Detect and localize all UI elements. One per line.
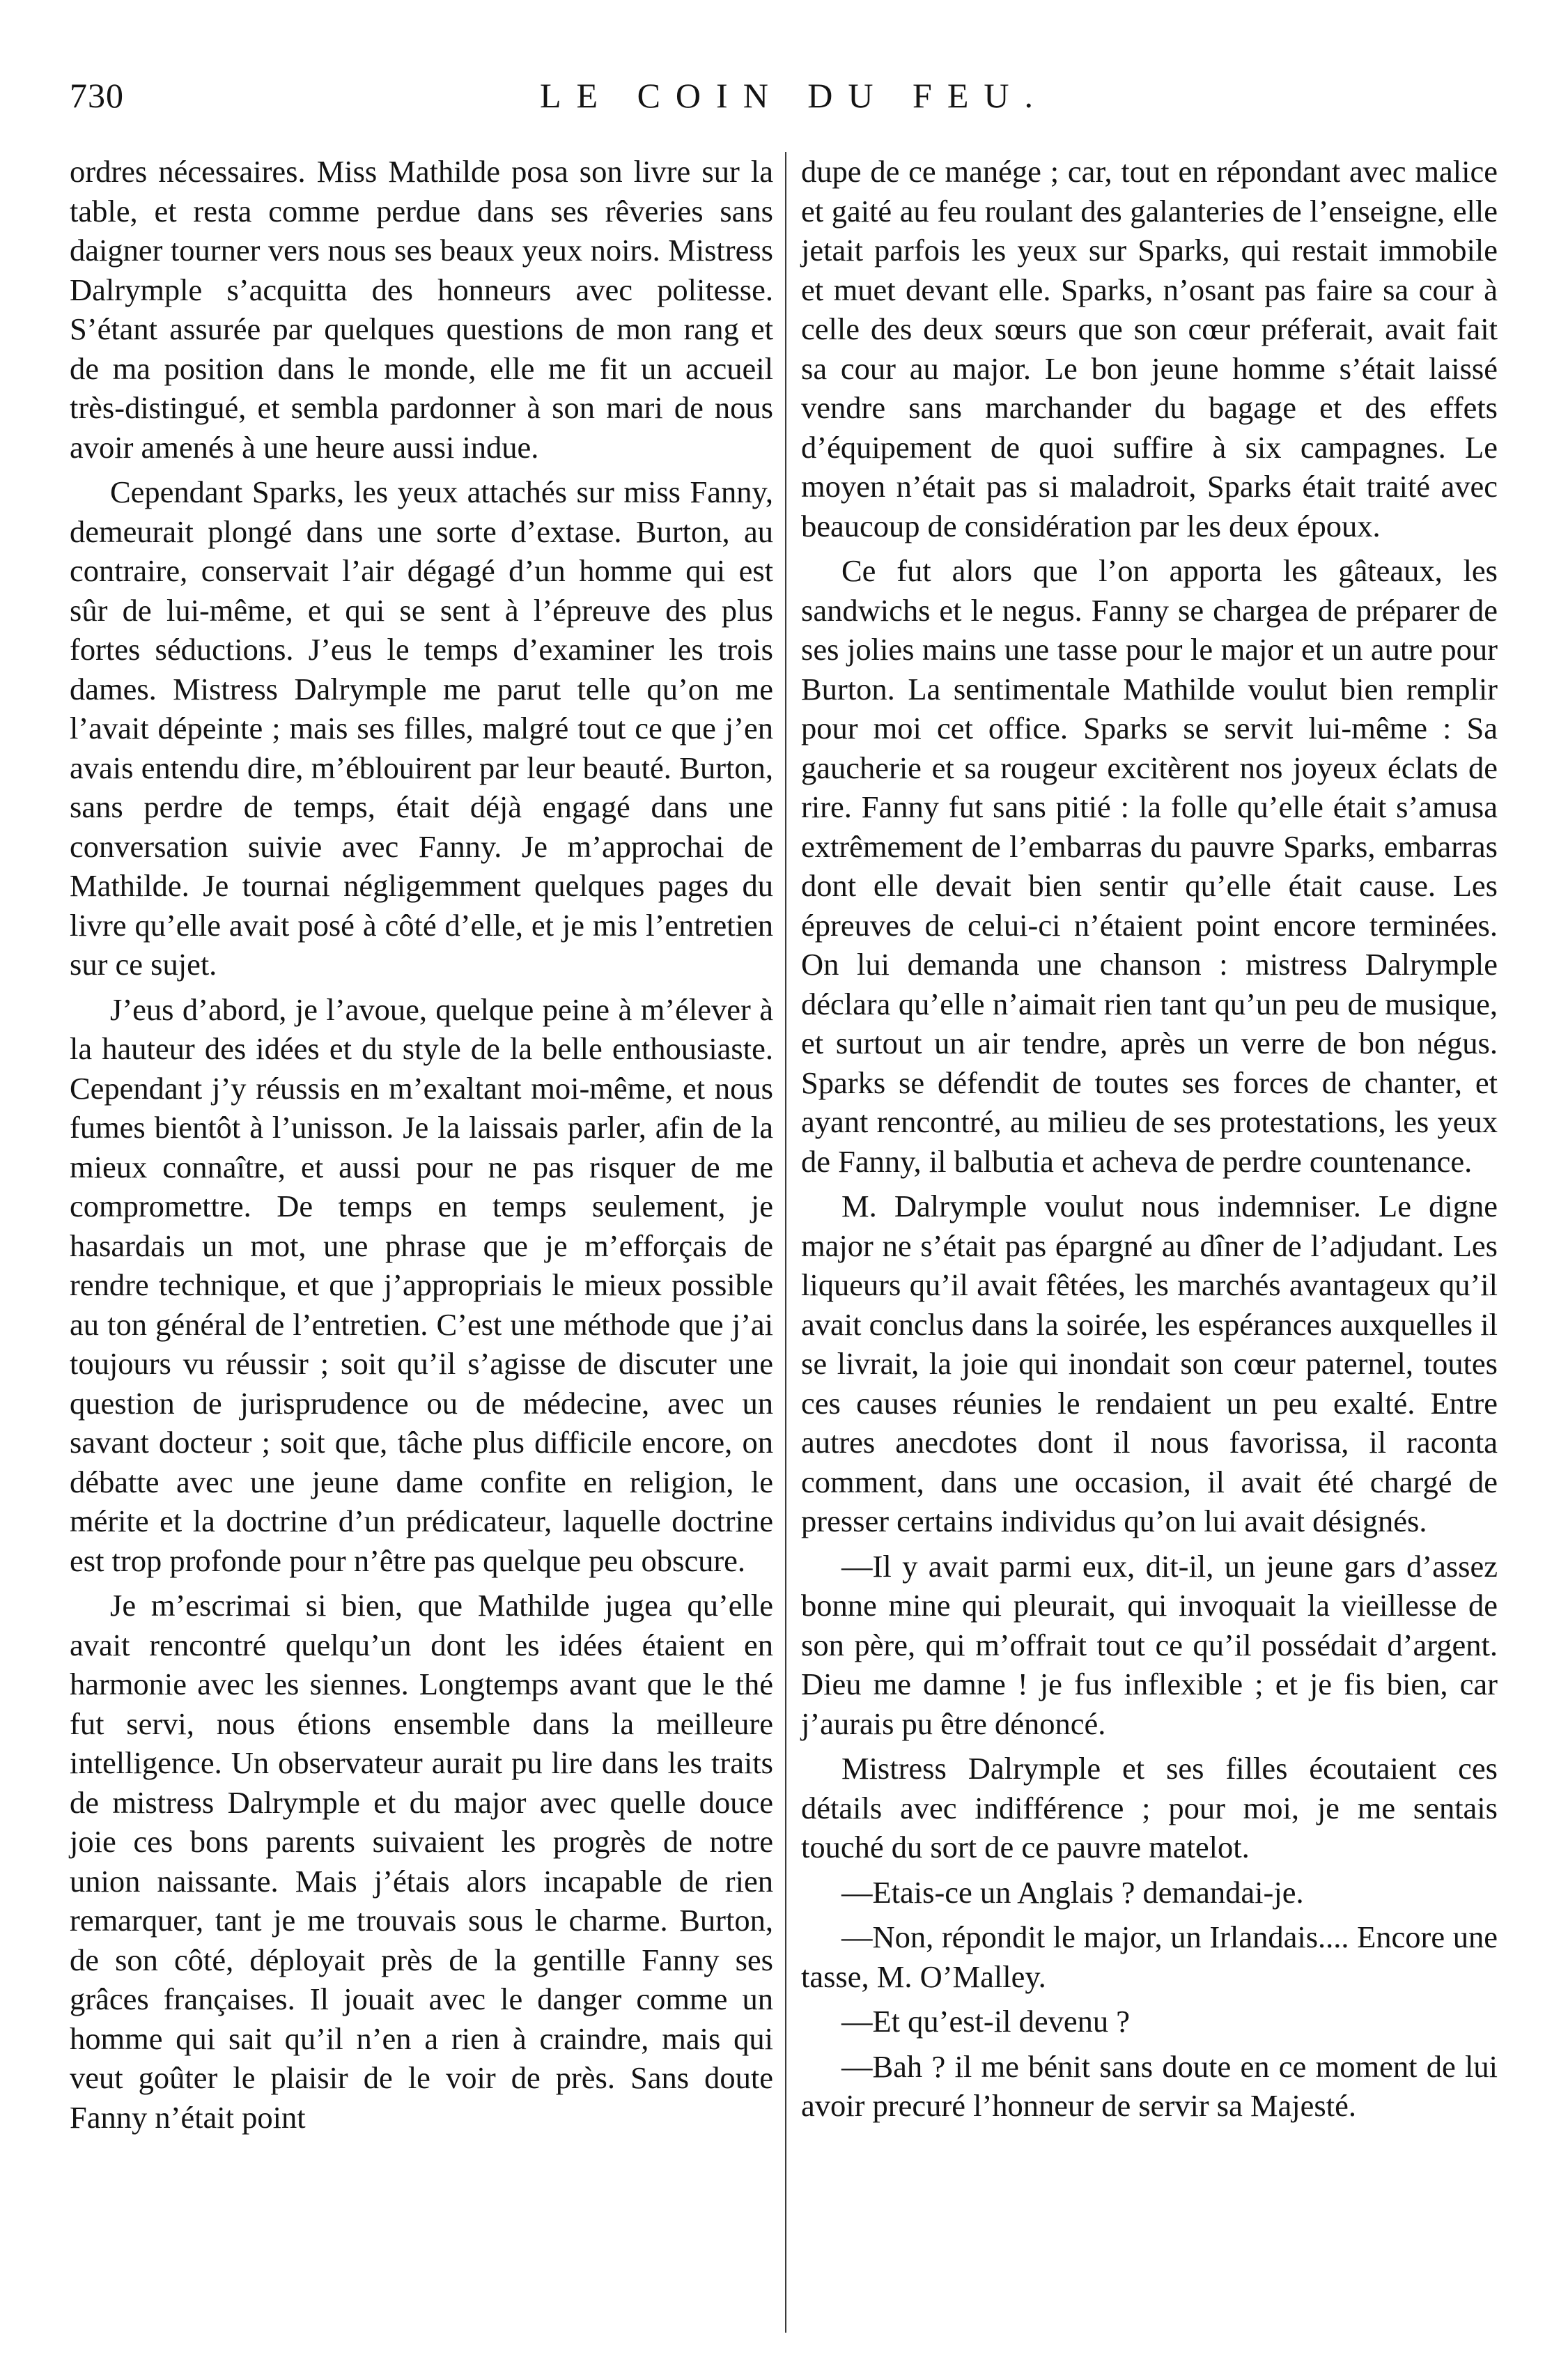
paragraph: M. Dalrymple voulut nous indemniser. Le digne major ne s’était pas épargné au dîner de l’adjudant. Les liqueurs qu’il avait fêtées, les marchés avantageux qu’il avait conclus dans la soirée, les espérances auxquelles il se livrait, la joie qui inondait son cœur paternel, toutes ces causes réunies le rendaient un peu exalté. Entre autres anecdotes dont il nous favorissa, il raconta comment, dans une occasion, il avait été chargé de presser certains individus qu’on lui avait désignés. bbox=[801, 1189, 1498, 1538]
paragraph: ordres nécessaires. Miss Mathilde posa son livre sur la table, et resta comme perdue dans ses rêveries sans daigner tourner vers nous ses beaux yeux noirs. Mistress Dalrymple s’acquitta des honneurs avec politesse. S’étant assurée par quelques questions de mon rang et de ma position dans le monde, elle me fit un accueil très-distingué, et sembla pardonner à son mari de nous avoir amenés à une heure aussi indue. bbox=[70, 154, 773, 465]
paragraph: —Il y avait parmi eux, dit-il, un jeune gars d’assez bonne mine qui pleurait, qui invoquait la vieillesse de son père, qui m’offrait tout ce qu’il possédait d’argent. Dieu me damne ! je fus inflexible ; et je fis bien, car j’aurais pu être dénoncé. bbox=[801, 1548, 1498, 1741]
running-title: LE COIN DU FEU. bbox=[540, 76, 1048, 115]
column-divider bbox=[785, 152, 786, 2333]
paragraph: —Et qu’est-il devenu ? bbox=[841, 2004, 1130, 2039]
paragraph: —Bah ? il me bénit sans doute en ce moment de lui avoir precuré l’honneur de servir sa Majesté. bbox=[801, 2048, 1498, 2123]
right-column bbox=[801, 152, 1498, 2131]
page-number: 730 bbox=[70, 76, 124, 115]
paragraph: Cependant Sparks, les yeux attachés sur miss Fanny, demeurait plongé dans une sorte d’extase. Burton, au contraire, conservait l’air dégagé d’un homme qui est sûr de lui-même, et qui se sent à l’épreuve des plus fortes séductions. J’eus le temps d’examiner les trois dames. Mistress Dalrymple me parut telle qu’on me l’avait dépeinte ; mais ses filles, malgré tout ce que j’en avais entendu dire, m’éblouirent par leur beauté. Burton, sans perdre de temps, était déjà engagé dans une conversation suivie avec Fanny. Je m’approchai de Mathilde. Je tournai négligemment quelques pages du livre qu’elle avait posé à côté d’elle, et je mis l’entretien sur ce sujet. bbox=[70, 474, 773, 982]
paragraph: Mistress Dalrymple et ses filles écoutaient ces détails avec indifférence ; pour moi, je me sentais touché du sort de ce pauvre matelot. bbox=[801, 1751, 1498, 1864]
paragraph: Ce fut alors que l’on apporta les gâteaux, les sandwichs et le negus. Fanny se chargea de préparer de ses jolies mains une tasse pour le major et un autre pour Burton. La sentimentale Mathilde voulut bien remplir pour moi cet office. Sparks se servit lui-même : Sa gaucherie et sa rougeur excitèrent nos joyeux éclats de rire. Fanny fut sans pitié : la folle qu’elle était s’amusa extrêmement de l’embarras du pauvre Sparks, embarras dont elle devait bien sentir qu’elle était cause. Les épreuves de celui-ci n’étaient point encore terminées. On lui demanda une chanson : mistress Dalrymple déclara qu’elle n’aimait rien tant qu’un peu de musique, et surtout un air tendre, après un verre de bon négus. Sparks se défendit de toutes ses forces de chanter, et ayant rencontré, au milieu de ses protestations, les yeux de Fanny, il balbutia et acheva de perdre countenance. bbox=[801, 553, 1498, 1179]
paragraph: —Non, répondit le major, un Irlandais.... Encore une tasse, M. O’Malley. bbox=[801, 1919, 1498, 1994]
paragraph: dupe de ce manége ; car, tout en répondant avec malice et gaité au feu roulant des galanteries de l’enseigne, elle jetait parfois les yeux sur Sparks, qui restait immobile et muet devant elle. Sparks, n’osant pas faire sa cour à celle des deux sœurs que son cœur préferait, avait fait sa cour au major. Le bon jeune homme s’était laissé vendre sans marchander du bagage et des effets d’équipement de quoi suffire à six campagnes. Le moyen n’était pas si maladroit, Sparks était traité avec beaucoup de considération par les deux époux. bbox=[801, 154, 1498, 543]
paragraph: J’eus d’abord, je l’avoue, quelque peine à m’élever à la hauteur des idées et du style de la belle enthousiaste. Cependant j’y réussis en m’exaltant moi-même, et nous fumes bientôt à l’unisson. Je la laissais parler, afin de la mieux connaître, et aussi pour ne pas risquer de me compromettre. De temps en temps seulement, je hasardais un mot, une phrase que je m’efforçais de rendre technique, et que j’appropriais le mieux possible au ton général de l’entretien. C’est une méthode que j’ai toujours vu réussir ; soit qu’il s’agisse de discuter une question de jurisprudence ou de médecine, avec un savant docteur ; soit que, tâche plus difficile encore, on débatte avec une jeune dame confite en religion, le mérite et la doctrine d’un prédicateur, laquelle doctrine est trop profonde pour n’être pas quelque peu obscure. bbox=[70, 991, 773, 1578]
left-column bbox=[70, 152, 773, 2142]
paragraph: —Etais-ce un Anglais ? demandai-je. bbox=[841, 1874, 1304, 1910]
page-header bbox=[70, 75, 1491, 138]
paragraph: Je m’escrimai si bien, que Mathilde jugea qu’elle avait rencontré quelqu’un dont les idées étaient en harmonie avec les siennes. Longtemps avant que le thé fut servi, nous étions ensemble dans la meilleure intelligence. Un observateur aurait pu lire dans les traits de mistress Dalrymple et du major avec quelle douce joie ces bons parents suivaient les progrès de notre union naissante. Mais j’étais alors incapable de rien remarquer, tant je me trouvais sous le charme. Burton, de son côté, déployait près de la gentille Fanny ses grâces françaises. Il jouait avec le danger comme un homme qui sait qu’il n’en a rien à craindre, mais qui veut goûter le plaisir de le voir de près. Sans doute Fanny n’était point bbox=[70, 1588, 773, 2135]
